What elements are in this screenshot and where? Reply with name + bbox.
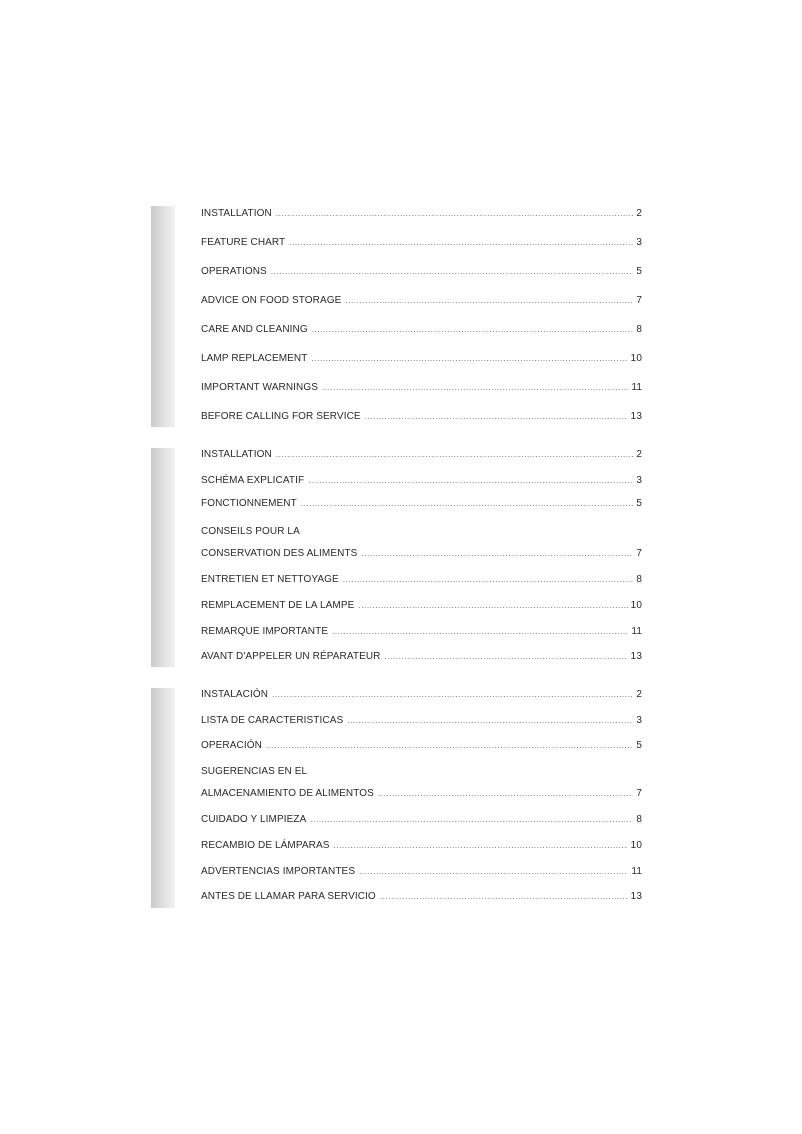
toc-entry-label: ANTES DE LLAMAR PARA SERVICIO [201,891,376,902]
dot-leader [334,839,628,853]
toc-entry-label: OPERACIÓN [201,740,262,751]
toc-entry[interactable] [201,714,642,728]
dot-leader [358,599,627,613]
dot-leader [311,352,627,366]
toc-entry-label: LAMP REPLACEMENT [201,353,308,364]
dot-leader [301,497,633,511]
toc-entry-page: 2 [636,449,642,460]
toc-entry-page: 13 [630,891,642,902]
toc-entry-label: ADVERTENCIAS IMPORTANTES [201,866,356,877]
toc-entry[interactable] [201,381,642,395]
dot-leader [308,474,633,488]
dot-leader [359,865,628,879]
toc-entry-page: 3 [636,715,642,726]
toc-entry-page: 7 [636,295,642,306]
toc-entry-heading [201,525,642,539]
dot-leader [343,573,634,587]
dot-leader [345,294,633,308]
dot-leader [378,787,633,801]
dot-leader [312,323,634,337]
toc-entry[interactable] [201,599,642,613]
toc-entry-page: 7 [636,788,642,799]
dot-leader [380,890,628,904]
toc-entry-label: OPERATIONS [201,266,267,277]
toc-entry-page: 8 [636,574,642,585]
toc-entry[interactable] [201,265,642,279]
toc-entry[interactable] [201,813,642,827]
dot-leader [266,739,633,753]
dot-leader [272,688,633,702]
toc-entry[interactable] [201,236,642,250]
dot-leader [322,381,628,395]
toc-entry-label: FEATURE CHART [201,237,286,248]
toc-entry-label: CONSERVATION DES ALIMENTS [201,548,358,559]
toc-entry-page: 10 [630,353,642,364]
toc-entry[interactable] [201,625,642,639]
dot-leader [384,650,627,664]
toc-entry-label: INSTALACIÓN [201,689,269,700]
toc-entry-page: 3 [636,475,642,486]
dot-leader [361,547,633,561]
toc-entry-label: RECAMBIO DE LÁMPARAS [201,840,330,851]
toc-entry-page: 13 [630,651,642,662]
toc-entry[interactable] [201,294,642,308]
dot-leader [276,448,633,462]
toc-entry[interactable] [201,352,642,366]
toc-entry[interactable] [201,474,642,488]
toc-entry[interactable] [201,839,642,853]
toc-entry-heading [201,765,642,779]
toc-entry-label: SUGERENCIAS EN EL [201,766,308,777]
dot-leader [332,625,628,639]
toc-entry-page: 13 [630,411,642,422]
toc-entry-page: 2 [636,208,642,219]
toc-entry-page: 8 [636,324,642,335]
toc-section-french [151,448,646,667]
toc-entry-page: 8 [636,814,642,825]
toc-entry[interactable] [201,739,642,753]
dot-leader [310,813,633,827]
dot-leader [289,236,633,250]
toc-entry[interactable] [201,865,642,879]
toc-section-spanish [151,688,646,908]
toc-entry-label: FONCTIONNEMENT [201,498,297,509]
toc-entry-page: 5 [636,740,642,751]
toc-entry-page: 11 [631,382,642,393]
toc-entry[interactable] [201,573,642,587]
toc-section-english [151,206,646,427]
toc-entry-page: 11 [631,866,642,877]
toc-entry-label: CONSEILS POUR LA [201,526,300,537]
toc-entry-label: REMPLACEMENT DE LA LAMPE [201,600,355,611]
toc-entry-label: SCHÉMA EXPLICATIF [201,475,305,486]
toc-entry-label: ADVICE ON FOOD STORAGE [201,295,342,306]
toc-entry-label: LISTA DE CARACTERISTICAS [201,715,344,726]
toc-entry-page: 7 [636,548,642,559]
toc-entry[interactable] [201,448,642,462]
toc-entry-label: INSTALLATION [201,208,272,219]
section-side-bar [151,688,175,908]
toc-entry[interactable] [201,497,642,511]
toc-entry-page: 5 [636,498,642,509]
dot-leader [276,207,633,221]
toc-entry-label: REMARQUE IMPORTANTE [201,626,329,637]
toc-entry[interactable] [201,787,642,801]
toc-entry-label: CARE AND CLEANING [201,324,308,335]
toc-entry[interactable] [201,688,642,702]
toc-entry-page: 10 [630,600,642,611]
toc-entry-label: INSTALLATION [201,449,272,460]
toc-entry[interactable] [201,650,642,664]
toc-entry[interactable] [201,890,642,904]
toc-entry-label: BEFORE CALLING FOR SERVICE [201,411,361,422]
toc-entry-label: AVANT D'APPELER UN RÉPARATEUR [201,651,381,662]
toc-entry-label: CUIDADO Y LIMPIEZA [201,814,307,825]
dot-leader [271,265,634,279]
toc-entry[interactable] [201,547,642,561]
toc-entry-page: 11 [631,626,642,637]
toc-entry[interactable] [201,323,642,337]
toc-entry-page: 2 [636,689,642,700]
section-side-bar [151,448,175,667]
toc-entry[interactable] [201,207,642,221]
toc-entry-page: 5 [636,266,642,277]
toc-entry-label: ENTRETIEN ET NETTOYAGE [201,574,339,585]
toc-entry-page: 10 [630,840,642,851]
toc-entry-label: IMPORTANT WARNINGS [201,382,318,393]
toc-entry-label: ALMACENAMIENTO DE ALIMENTOS [201,788,374,799]
dot-leader [365,410,628,424]
toc-entry-page: 3 [636,237,642,248]
section-side-bar [151,206,175,427]
toc-entry[interactable] [201,410,642,424]
dot-leader [347,714,633,728]
